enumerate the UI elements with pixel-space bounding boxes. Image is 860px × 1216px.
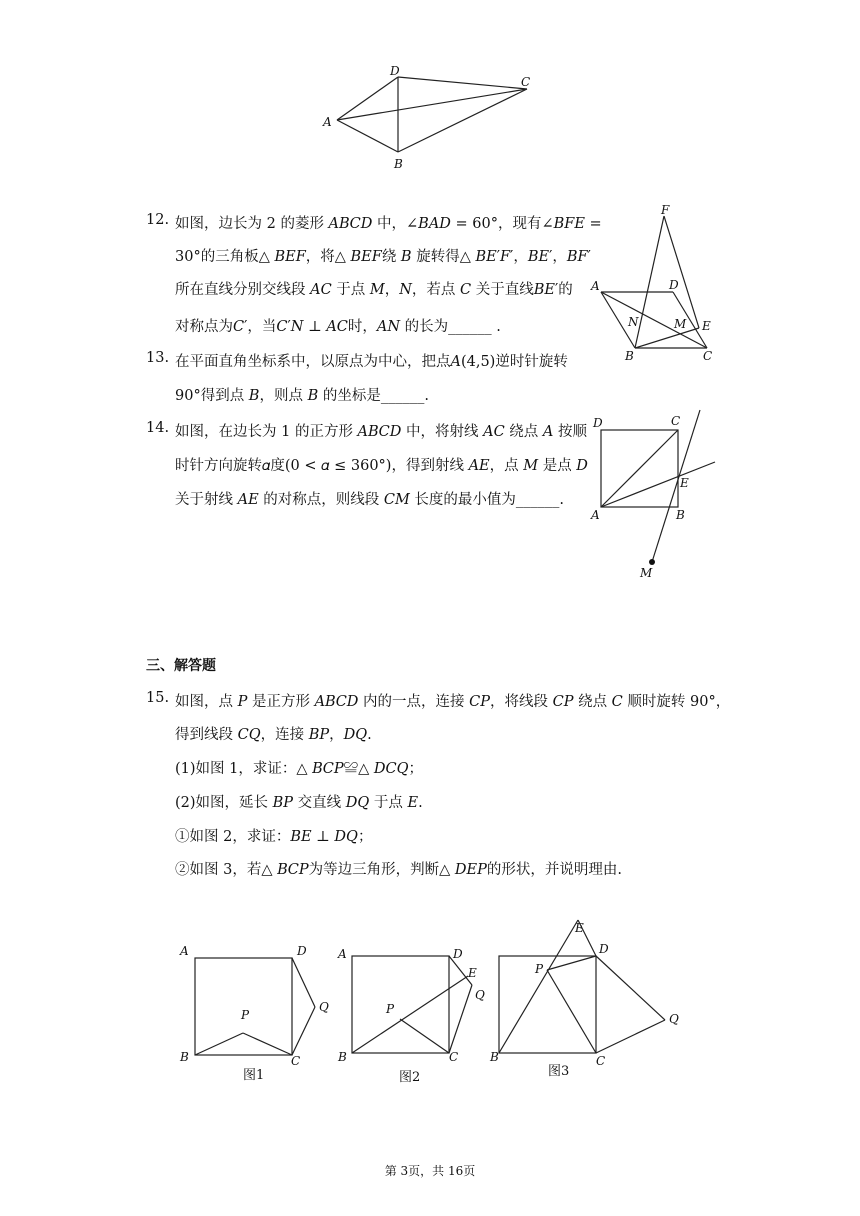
fig3-label-d: D — [599, 942, 609, 956]
q14-number: 14. — [146, 420, 170, 436]
fig2-label-p: P — [386, 1002, 395, 1016]
label-a: A — [591, 279, 600, 293]
point-m — [649, 559, 655, 565]
q15-number: 15. — [146, 690, 170, 706]
figure-q12-rhombus — [585, 200, 725, 365]
figure-q15-group — [170, 915, 700, 1090]
fig1-label-q: Q — [319, 1000, 329, 1014]
figure-q14-square — [588, 405, 723, 583]
fig2-label-q: Q — [475, 988, 485, 1002]
fig2-caption: 图2 — [399, 1070, 421, 1085]
q13-line-2: 90°得到点 𝐵，则点 𝐵 的坐标是______. — [175, 388, 429, 404]
figure-quadrilateral-abcd — [320, 60, 540, 175]
label-b: B — [394, 157, 403, 171]
q12-line-4: 对称点为𝐶′，当𝐶′𝑁 ⊥ 𝐴𝐶时，𝐴𝑁 的长为______ . — [175, 319, 501, 335]
fig2-label-b: B — [338, 1050, 347, 1064]
fig3-label-p: P — [535, 962, 544, 976]
label-e: E — [680, 476, 689, 490]
fig1-label-b: B — [180, 1050, 189, 1064]
fig2-label-d: D — [453, 947, 463, 961]
q15-line-5: ①如图 2，求证：𝐵𝐸 ⊥ 𝐷𝑄； — [175, 829, 373, 845]
q12-line-1: 如图，边长为 2 的菱形 𝐴𝐵𝐶𝐷 中，∠𝐵𝐴𝐷 = 60°，现有∠𝐵𝐹𝐸 = — [175, 216, 602, 232]
label-f: F — [661, 203, 670, 217]
label-a: A — [591, 508, 600, 522]
label-d: D — [390, 64, 400, 78]
label-d: D — [593, 416, 603, 430]
q14-line-2: 时针方向旋转𝛼度(0 < 𝛼 ≤ 360°)，得到射线 𝐴𝐸，点 𝑀 是点 𝐷 — [175, 458, 588, 474]
fig3-label-c: C — [596, 1054, 606, 1068]
q15-line-6: ②如图 3，若△ 𝐵𝐶𝑃为等边三角形，判断△ 𝐷𝐸𝑃的形状，并说明理由. — [175, 862, 622, 878]
label-c: C — [671, 414, 681, 428]
label-e: E — [702, 319, 711, 333]
fig1-label-d: D — [297, 944, 307, 958]
fig1-label-c: C — [291, 1054, 301, 1068]
q15-line-3: (1)如图 1，求证：△ 𝐵𝐶𝑃≌△ 𝐷𝐶𝑄； — [175, 761, 424, 777]
q15-line-1: 如图，点 𝑃 是正方形 𝐴𝐵𝐶𝐷 内的一点，连接 𝐶𝑃，将线段 𝐶𝑃 绕点 𝐶 顺时旋转 90°， — [175, 694, 731, 710]
fig3-label-b: B — [490, 1050, 499, 1064]
fig2-label-e: E — [468, 966, 477, 980]
label-c: C — [521, 75, 531, 89]
q14-line-1: 如图，在边长为 1 的正方形 𝐴𝐵𝐶𝐷 中，将射线 𝐴𝐶 绕点 𝐴 按顺 — [175, 424, 587, 440]
fig1-label-a: A — [180, 944, 189, 958]
q12-line-2: 30°的三角板△ 𝐵𝐸𝐹，将△ 𝐵𝐸𝐹绕 𝐵 旋转得△ 𝐵𝐸′𝐹′，𝐵𝐸′，𝐵𝐹′ — [175, 249, 591, 265]
label-c: C — [703, 349, 713, 363]
fig1-label-p: P — [241, 1008, 250, 1022]
label-b: B — [676, 508, 685, 522]
fig3-label-q: Q — [669, 1012, 679, 1026]
fig2-label-c: C — [449, 1050, 459, 1064]
label-d: D — [669, 278, 679, 292]
fig3-caption: 图3 — [548, 1064, 570, 1079]
q12-number: 12. — [146, 212, 170, 228]
q15-line-4: (2)如图，延长 𝐵𝑃 交直线 𝐷𝑄 于点 𝐸. — [175, 795, 423, 811]
fig1-caption: 图1 — [243, 1068, 265, 1083]
fig2-label-a: A — [338, 947, 347, 961]
label-n: N — [628, 315, 639, 329]
q13-line-1: 在平面直角坐标系中，以原点为中心，把点𝐴(4,5)逆时针旋转 — [175, 354, 568, 370]
q15-line-2: 得到线段 𝐶𝑄，连接 𝐵𝑃，𝐷𝑄. — [175, 727, 372, 743]
section-title: 三、解答题 — [146, 658, 216, 674]
label-a: A — [323, 115, 332, 129]
label-m: M — [674, 317, 687, 331]
q14-line-3: 关于射线 𝐴𝐸 的对称点，则线段 𝐶𝑀 长度的最小值为______. — [175, 492, 565, 508]
page-footer: 第 3页，共 16页 — [384, 1164, 476, 1178]
q13-number: 13. — [146, 350, 170, 366]
q12-line-3: 所在直线分别交线段 𝐴𝐶 于点 𝑀，𝑁，若点 𝐶 关于直线𝐵𝐸′的 — [175, 282, 573, 298]
label-m: M — [640, 566, 653, 580]
label-b: B — [625, 349, 634, 363]
fig3-label-e: E — [575, 921, 584, 935]
